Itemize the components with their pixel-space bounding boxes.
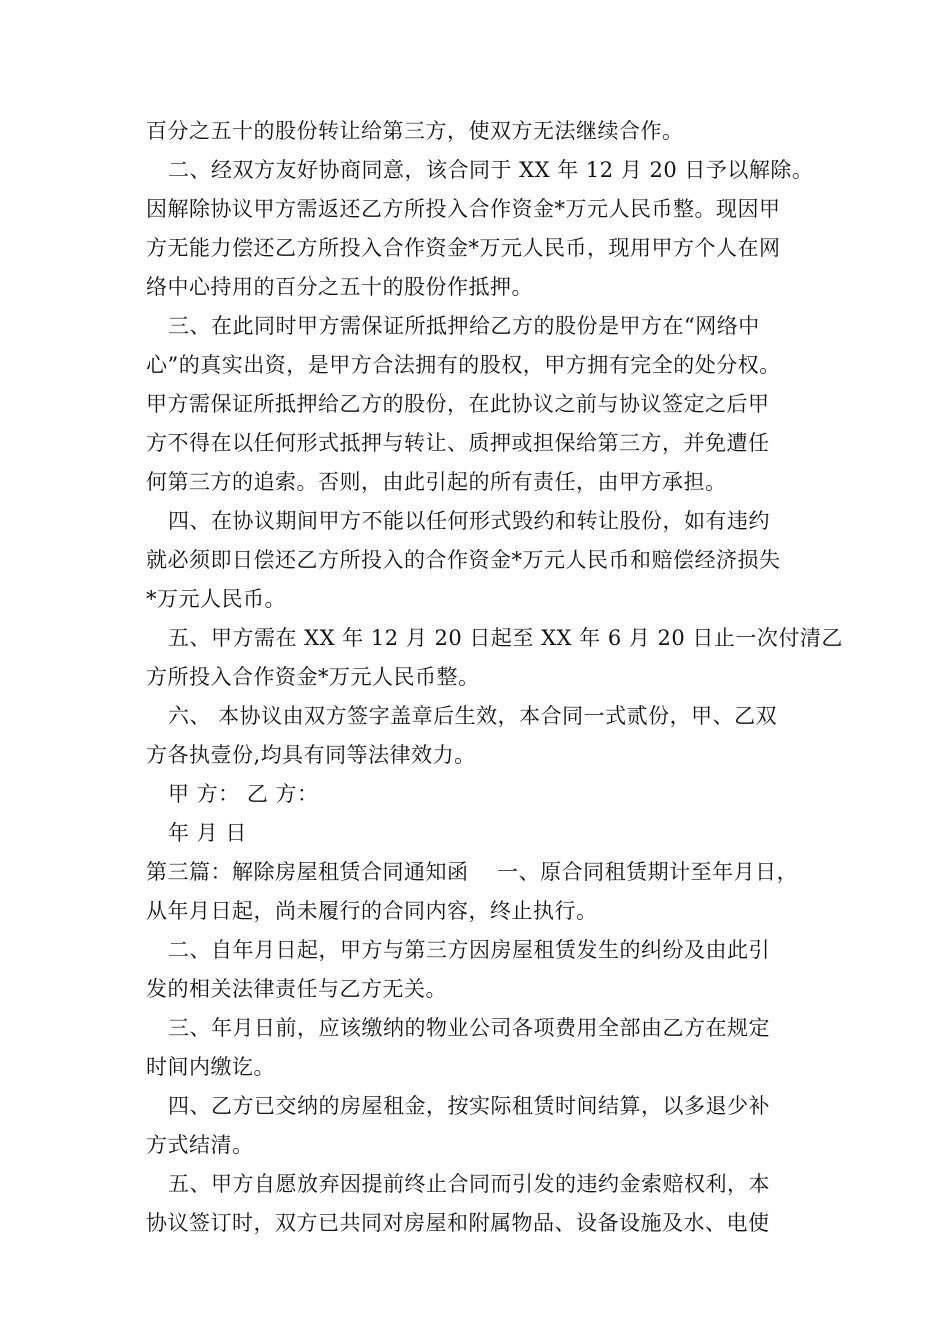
text-line: 五、甲方自愿放弃因提前终止合同而引发的违约金索赔权利，本 (168, 1172, 770, 1196)
text-line: 协议签订时，双方已共同对房屋和附属物品、设备设施及水、电使 (146, 1211, 770, 1235)
text-line: *万元人民币。 (146, 587, 286, 611)
text-line: 发的相关法律责任与乙方无关。 (146, 977, 447, 1001)
text-line: 方无能力偿还乙方所投入合作资金*万元人民币，现用甲方个人在网 (146, 236, 781, 260)
text-line: 二、经双方友好协商同意，该合同于 XX 年 12 月 20 日予以解除。 (168, 158, 814, 182)
text-line: 方所投入合作资金*万元人民币整。 (146, 665, 480, 689)
text-line: 二、自年月日起，甲方与第三方因房屋租赁发生的纠纷及由此引 (168, 938, 770, 962)
text-line: 三、年月日前，应该缴纳的物业公司各项费用全部由乙方在规定 (168, 1016, 770, 1040)
text-line: 甲方需保证所抵押给乙方的股份，在此协议之前与协议签定之后甲 (146, 392, 770, 416)
text-line: 时间内缴讫。 (146, 1055, 275, 1079)
text-line: 络中心持用的百分之五十的股份作抵押。 (146, 275, 533, 299)
text-line: 因解除协议甲方需返还乙方所投入合作资金*万元人民币整。现因甲 (146, 197, 781, 221)
text-line: 从年月日起，尚未履行的合同内容，终止执行。 (146, 899, 598, 923)
text-line: 四、在协议期间甲方不能以任何形式毁约和转让股份，如有违约 (168, 509, 770, 533)
text-line: 就必须即日偿还乙方所投入的合作资金*万元人民币和赔偿经济损失 (146, 548, 781, 572)
text-line: 三、在此同时甲方需保证所抵押给乙方的股份是甲方在“网络中 (168, 314, 760, 338)
section-heading-line: 第三篇：解除房屋租赁合同通知函 一、原合同租赁期计至年月日， (146, 860, 799, 884)
text-line: 六、 本协议由双方签字盖章后生效，本合同一式贰份，甲、乙双 (168, 704, 778, 728)
text-line: 方式结清。 (146, 1133, 254, 1157)
text-line: 心”的真实出资，是甲方合法拥有的股权，甲方拥有完全的处分权。 (146, 353, 781, 377)
text-line: 方各执壹份,均具有同等法律效力。 (146, 743, 476, 767)
text-line: 五、甲方需在 XX 年 12 月 20 日起至 XX 年 6 月 20 日止一次付清乙 (168, 626, 843, 650)
text-line: 百分之五十的股份转让给第三方，使双方无法继续合作。 (146, 119, 684, 143)
text-line: 何第三方的追索。否则，由此引起的所有责任，由甲方承担。 (146, 470, 727, 494)
signature-line: 甲 方： 乙 方： (168, 782, 319, 806)
date-line: 年 月 日 (168, 821, 247, 845)
document-page (146, 112, 843, 1243)
text-line: 四、乙方已交纳的房屋租金，按实际租赁时间结算，以多退少补 (168, 1094, 770, 1118)
text-line: 方不得在以任何形式抵押与转让、质押或担保给第三方，并免遭任 (146, 431, 770, 455)
